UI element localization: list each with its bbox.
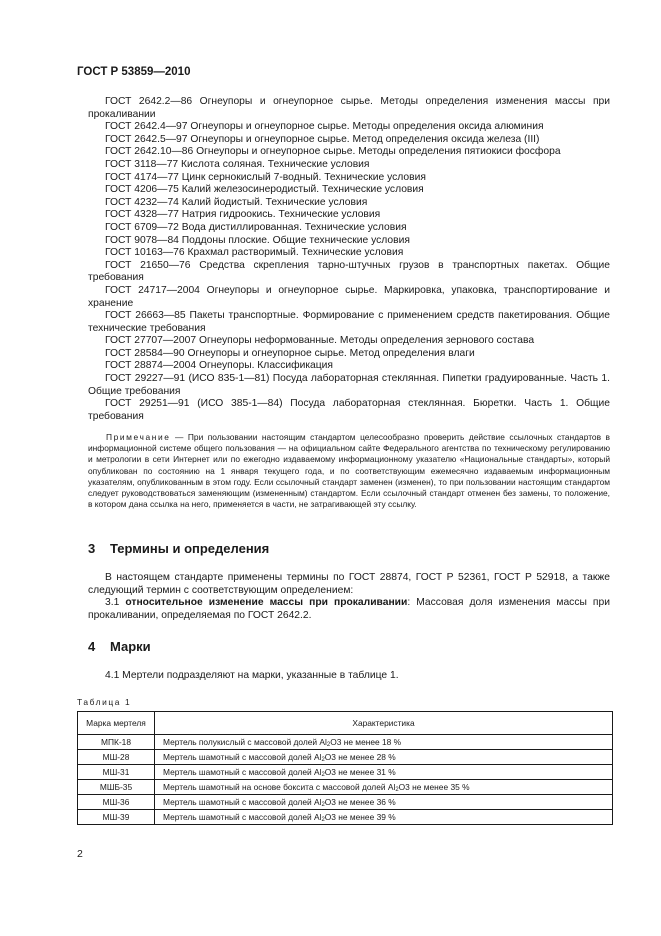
mark-cell: МШ-39	[78, 810, 155, 825]
reference-item: ГОСТ 26663—85 Пакеты транспортные. Формирование с применением средств пакетирования. Общие технические требования	[88, 310, 610, 334]
mark-cell: МПК-18	[78, 735, 155, 750]
mark-cell: МШ-31	[78, 765, 155, 780]
normative-references-list	[88, 96, 610, 423]
section-4-body	[88, 670, 610, 683]
characteristic-text: Мертель шамотный с массовой долей Al	[163, 766, 322, 777]
table-row	[78, 795, 613, 810]
term-number: 3.1	[105, 597, 120, 609]
reference-item: ГОСТ 21650—76 Средства скрепления тарно-штучных грузов в транспортных пакетах. Общие требования	[88, 259, 610, 284]
mark-cell: МШ-36	[78, 795, 155, 810]
table-row	[78, 735, 613, 750]
characteristic-text: Мертель шамотный с массовой долей Al	[163, 811, 322, 822]
table-caption: Таблица 1	[77, 697, 132, 707]
characteristic-text: Мертель шамотный на основе боксита с массовой долей Al	[163, 781, 396, 792]
references-note	[88, 432, 610, 510]
reference-item: ГОСТ 4328—77 Натрия гидроокись. Технические условия	[105, 209, 381, 221]
characteristic-text: O3 не менее 31 %	[324, 766, 396, 777]
reference-item: ГОСТ 28584—90 Огнеупоры и огнеупорное сырье. Метод определения влаги	[105, 347, 475, 359]
reference-item: ГОСТ 6709—72 Вода дистиллированная. Технические условия	[105, 221, 407, 233]
document-header: ГОСТ Р 53859—2010	[77, 66, 191, 78]
section-3-heading	[88, 541, 269, 556]
mark-cell: МШБ-35	[78, 780, 155, 795]
mark-cell: МШ-28	[78, 750, 155, 765]
subscript: 2	[326, 741, 331, 748]
subscript: 2	[321, 816, 325, 823]
section-4-title: Марки	[110, 639, 151, 654]
characteristic-text: O3 не менее 36 %	[324, 796, 396, 807]
reference-item: ГОСТ 10163—76 Крахмал растворимый. Технические условия	[105, 247, 404, 259]
section-4-text: 4.1 Мертели подразделяют на марки, указанные в таблице 1.	[105, 670, 399, 681]
term-name: относительное изменение массы при прокаливании	[125, 597, 408, 609]
note-label: Примечание	[106, 432, 171, 442]
characteristic-text: O3 не менее 18 %	[330, 736, 402, 747]
characteristic-text: O3 не менее 39 %	[324, 811, 396, 822]
reference-item: ГОСТ 4206—75 Калий железосинеродистый. Технические условия	[105, 184, 424, 196]
reference-item: ГОСТ 2642.4—97 Огнеупоры и огнеупорное сырье. Методы определения оксида алюминия	[105, 121, 544, 133]
reference-item: ГОСТ 2642.2—86 Огнеупоры и огнеупорное сырье. Методы определения изменения массы при прокаливании	[88, 96, 610, 120]
characteristic-cell	[155, 765, 613, 780]
header-characteristic: Характеристика	[155, 712, 613, 735]
subscript: 2	[321, 801, 325, 808]
reference-item: ГОСТ 27707—2007 Огнеупоры неформованные. Методы определения зернового состава	[105, 335, 535, 347]
table-row	[78, 810, 613, 825]
term-definition	[88, 597, 610, 622]
reference-item: ГОСТ 28874—2004 Огнеупоры. Классификация	[105, 360, 333, 372]
table-row	[78, 750, 613, 765]
characteristic-text: Мертель шамотный с массовой долей Al	[163, 796, 322, 807]
table-header-row	[78, 712, 613, 735]
characteristic-cell	[155, 810, 613, 825]
section-4-heading	[88, 639, 151, 654]
characteristic-cell	[155, 750, 613, 765]
characteristic-text: O3 не менее 35 %	[398, 781, 470, 792]
subscript: 2	[321, 756, 325, 763]
reference-item: ГОСТ 29251—91 (ИСО 385-1—84) Посуда лабораторная стеклянная. Бюретки. Часть 1. Общие требования	[88, 398, 610, 422]
term-text: : Массовая доля изменения массы при прокаливании, определяемая по ГОСТ 2642.2.	[88, 597, 610, 621]
reference-item: ГОСТ 4174—77 Цинк сернокислый 7-водный. Технические условия	[105, 171, 426, 183]
subscript: 2	[321, 771, 325, 778]
reference-item: ГОСТ 2642.10—86 Огнеупоры и огнеупорное сырье. Методы определения пятиокиси фосфора	[105, 146, 561, 158]
characteristic-cell	[155, 795, 613, 810]
section-4-number: 4	[88, 639, 96, 654]
section-3-body	[88, 572, 610, 622]
reference-item: ГОСТ 4232—74 Калий йодистый. Технические условия	[105, 196, 368, 208]
characteristic-text: Мертель полукислый с массовой долей Al	[163, 736, 327, 747]
marks-table	[77, 711, 613, 825]
header-mark: Марка мертеля	[78, 712, 155, 735]
characteristic-cell	[155, 780, 613, 795]
table-row	[78, 780, 613, 795]
note-paragraph	[88, 432, 610, 510]
characteristic-text: Мертель шамотный с массовой долей Al	[163, 751, 322, 762]
reference-item: ГОСТ 24717—2004 Огнеупоры и огнеупорное сырье. Маркировка, упаковка, транспортирование и хранение	[88, 284, 610, 309]
reference-item: ГОСТ 3118—77 Кислота соляная. Технические условия	[105, 158, 370, 170]
reference-item: ГОСТ 2642.5—97 Огнеупоры и огнеупорное сырье. Метод определения оксида железа (III)	[105, 133, 540, 145]
section-3-number: 3	[88, 541, 96, 556]
page-number: 2	[77, 848, 83, 860]
section-3-title: Термины и определения	[110, 541, 270, 556]
reference-item: ГОСТ 29227—91 (ИСО 835-1—81) Посуда лабораторная стеклянная. Пипетки градуированные. Часть 1. Общие требования	[88, 373, 610, 397]
characteristic-text: O3 не менее 28 %	[324, 751, 396, 762]
table-row	[78, 765, 613, 780]
subscript: 2	[395, 786, 399, 793]
note-text: — При пользовании настоящим стандартом целесообразно проверить действие ссылочных стандартов в информационной системе общего пользования — на официальном сайте Федерального агентства по техническому регулированию и метрологии в сети Интернет или по ежегодно издаваемому информационному указателю «Национальные стандарты», который опубликован по состоянию на 1 января текущего года, и по соответствующим ежемесячно издаваемым информационным указателям, опубликованным в этом году. Если ссылочный стандарт заменен (изменен), то при пользовании настоящим стандартом следует руководствоваться заменяющим (измененным) стандартом. Если ссылочный стандарт отменен без замены, то положение, в котором дана ссылка на него, применяется в части, не затрагивающей эту ссылку.	[88, 432, 611, 510]
reference-item: ГОСТ 9078—84 Поддоны плоские. Общие технические условия	[105, 234, 410, 246]
characteristic-cell	[155, 735, 613, 750]
section-3-intro: В настоящем стандарте применены термины по ГОСТ 28874, ГОСТ Р 52361, ГОСТ Р 52918, а также следующий термин с соответствующим определением:	[88, 572, 610, 596]
